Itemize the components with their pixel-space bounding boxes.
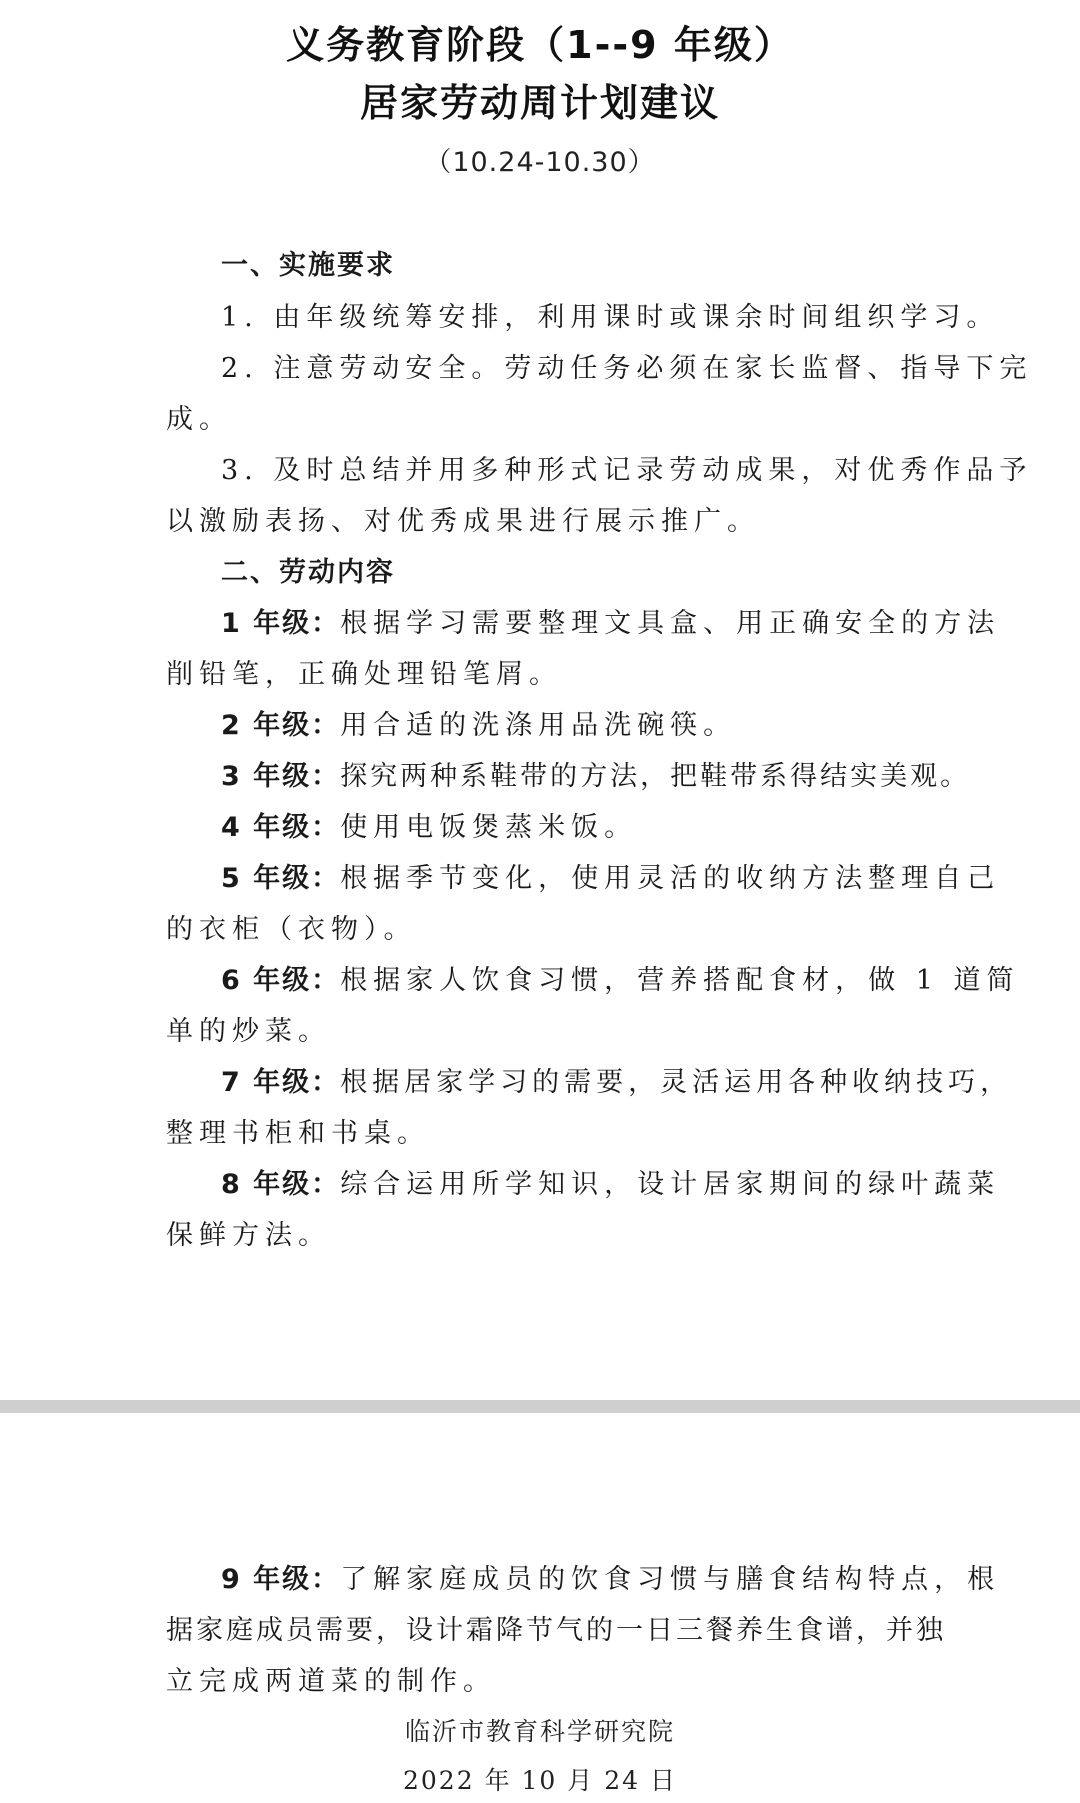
grade-6-item (221, 958, 1020, 997)
grade-label: 5 年级： (221, 863, 341, 894)
requirement-line: 成。 (166, 404, 232, 435)
grade-text: 根据家人饮食习惯，营养搭配食材，做 1 道简 (340, 965, 1020, 996)
issuing-organization: 临沂市教育科学研究院 (404, 1717, 675, 1746)
grade-label: 1 年级： (221, 608, 341, 639)
section-heading-requirements: 一、实施要求 (221, 250, 395, 281)
grade-8-item (221, 1162, 1000, 1201)
grade-text: 根据居家学习的需要，灵活运用各种收纳技巧， (340, 1067, 1013, 1098)
issue-date: 2022 年 10 月 24 日 (403, 1766, 677, 1795)
grade-text: 综合运用所学知识，设计居家期间的绿叶蔬菜 (340, 1169, 1001, 1200)
grade-9-continuation-2: 立完成两道菜的制作。 (166, 1666, 496, 1697)
grade-1-item (221, 601, 1000, 640)
grade-text: 使用电饭煲蒸米饭。 (340, 812, 638, 843)
requirement-line: 3. 及时总结并用多种形式记录劳动成果，对优秀作品予 (221, 455, 1033, 486)
grade-label: 2 年级： (221, 710, 341, 741)
grade-4-item (221, 805, 637, 844)
date-range-subtitle: （10.24-10.30） (424, 147, 656, 178)
grade-label: 6 年级： (221, 965, 341, 996)
grade-9-continuation: 据家庭成员需要，设计霜降节气的一日三餐养生食谱，并独 (166, 1615, 946, 1646)
grade-text: 根据季节变化，使用灵活的收纳方法整理自己 (340, 863, 1001, 894)
grade-label: 8 年级： (221, 1169, 341, 1200)
grade-text: 探究两种系鞋带的方法，把鞋带系得结实美观。 (340, 761, 971, 792)
requirement-line: 1. 由年级统筹安排，利用课时或课余时间组织学习。 (221, 302, 1000, 333)
grade-label: 7 年级： (221, 1067, 341, 1098)
grade-5-continuation: 的衣柜（衣物）。 (166, 914, 417, 945)
grade-7-item (221, 1060, 1012, 1099)
grade-2-item (221, 703, 736, 742)
grade-9-item (221, 1557, 1000, 1596)
grade-6-continuation: 单的炒菜。 (166, 1016, 331, 1047)
grade-label: 3 年级： (221, 761, 341, 792)
section-heading-content: 二、劳动内容 (221, 557, 395, 588)
requirement-line: 以激励表扬、对优秀成果进行展示推广。 (166, 506, 760, 537)
grade-text: 了解家庭成员的饮食习惯与膳食结构特点，根 (340, 1564, 1001, 1595)
grade-5-item (221, 856, 1000, 895)
grade-label: 9 年级： (221, 1564, 341, 1595)
grade-label: 4 年级： (221, 812, 341, 843)
page-break-divider (0, 1400, 1080, 1413)
grade-1-continuation: 削铅笔，正确处理铅笔屑。 (166, 659, 562, 690)
grade-7-continuation: 整理书柜和书桌。 (166, 1118, 430, 1149)
title-line-2: 居家劳动周计划建议 (359, 81, 720, 125)
title-line-1: 义务教育阶段（1--9 年级） (286, 23, 794, 67)
grade-3-item (221, 754, 970, 793)
grade-text: 根据学习需要整理文具盒、用正确安全的方法 (340, 608, 1001, 639)
requirement-line: 2. 注意劳动安全。劳动任务必须在家长监督、指导下完 (221, 353, 1033, 384)
grade-8-continuation: 保鲜方法。 (166, 1220, 331, 1251)
grade-text: 用合适的洗涤用品洗碗筷。 (340, 710, 737, 741)
